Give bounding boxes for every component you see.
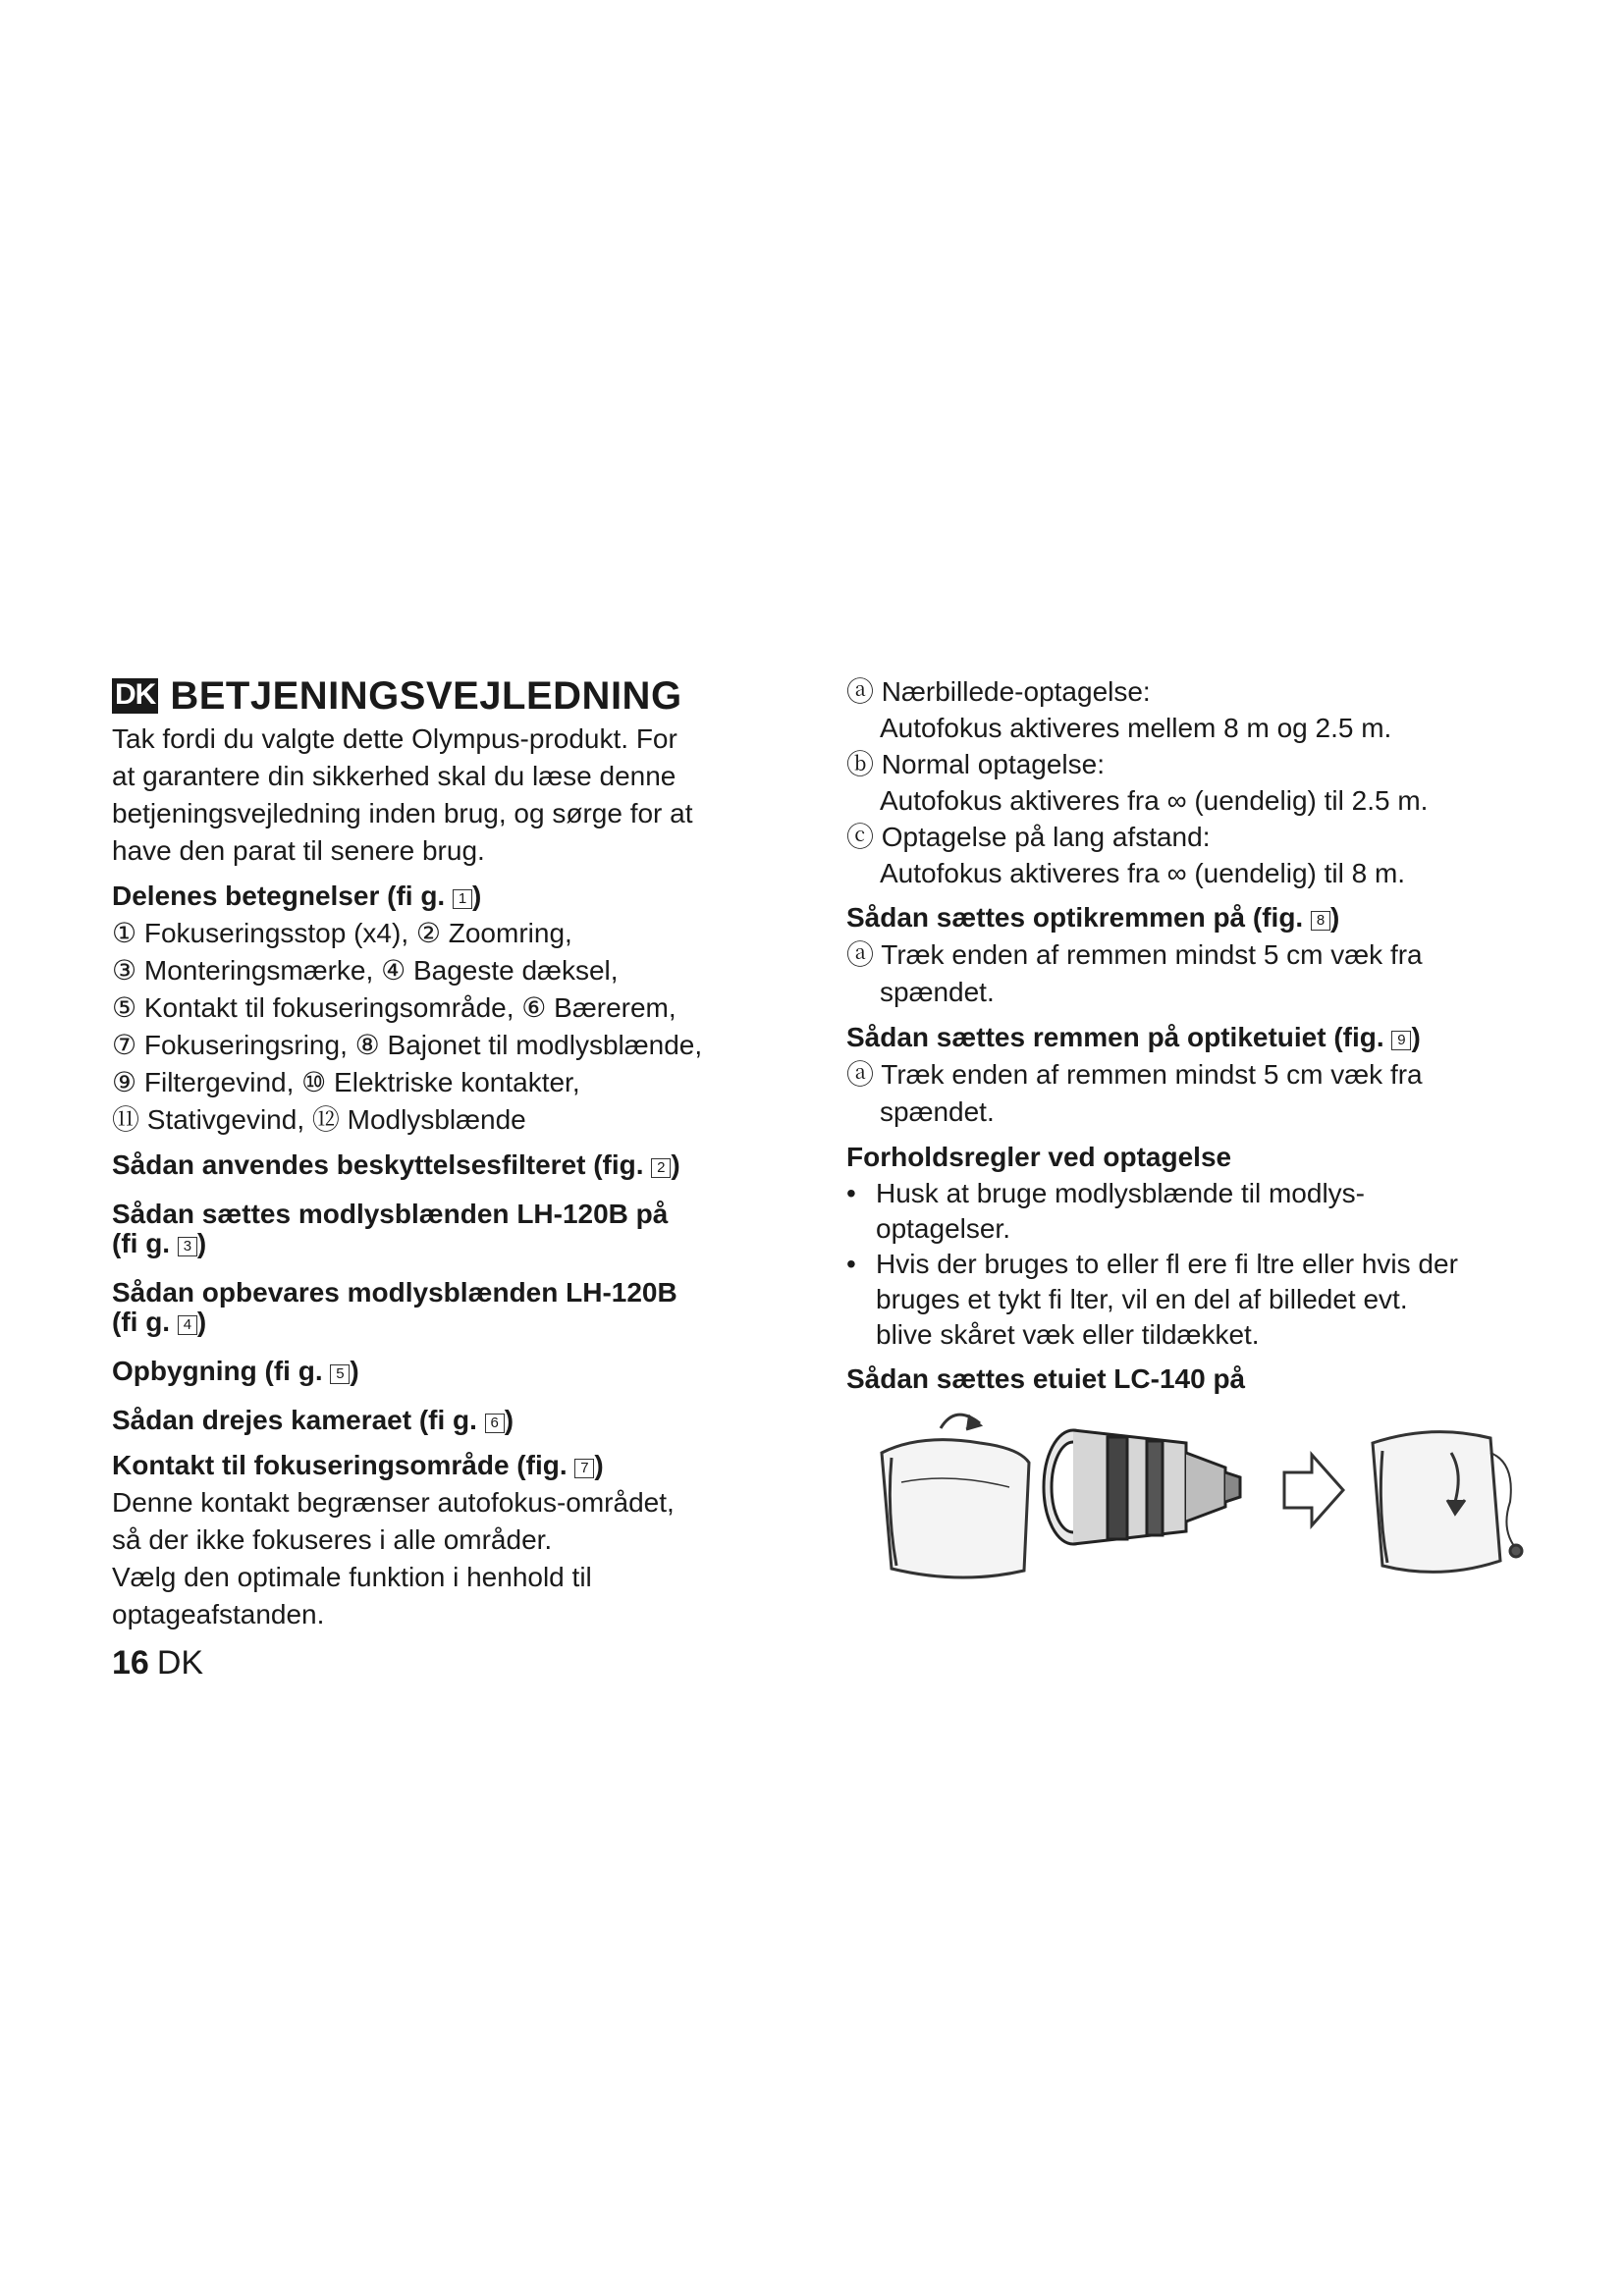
optic-strap-text: ⓐ Træk enden af remmen mindst 5 cm væk fra	[846, 939, 1423, 970]
page-title: BETJENINGSVEJLEDNING	[170, 674, 682, 718]
parts-line: ⑦ Fokuseringsring, ⑧ Bajonet til modlysblænde,	[112, 1030, 703, 1060]
focus-mode-label: ⓐ Nærbillede-optagelse:	[846, 676, 1151, 707]
bullet-icon: •	[846, 1178, 856, 1208]
focus-text-line: Vælg den optimale funktion i henhold til	[112, 1562, 592, 1592]
title-row	[112, 673, 770, 719]
parts-line: ⑨ Filtergevind, ⑩ Elektriske kontakter,	[112, 1067, 580, 1097]
hood-heading: Sådan sættes modlysblænden LH-120B på	[112, 1199, 669, 1229]
case-strap-heading: Sådan sættes remmen på optiketuiet (fig. 9 )	[846, 1022, 1421, 1052]
parts-line: ① Fokuseringsstop (x4), ② Zoomring,	[112, 918, 572, 948]
focus-mode-detail: Autofokus aktiveres mellem 8 m og 2.5 m.	[880, 713, 1392, 743]
focus-mode-detail: Autofokus aktiveres fra ∞ (uendelig) til 2.5 m.	[880, 785, 1429, 816]
closed-case-icon	[1373, 1432, 1522, 1573]
figure-ref-icon: 2	[651, 1158, 671, 1178]
precautions-heading: Forholdsregler ved optagelse	[846, 1142, 1232, 1172]
bullet-line: Husk at bruge modlysblænde til modlys-	[876, 1178, 1365, 1208]
focus-text-line: så der ikke fokuseres i alle områder.	[112, 1524, 553, 1555]
lens-icon	[1044, 1430, 1240, 1544]
figure-ref-icon: 4	[178, 1315, 197, 1335]
case-strap-text: ⓐ Træk enden af remmen mindst 5 cm væk fra	[846, 1059, 1423, 1090]
page-number: 16	[112, 1644, 149, 1682]
language-badge: DK	[112, 678, 158, 714]
figure-ref-icon: 7	[574, 1459, 594, 1478]
intro-line: betjeningsvejledning inden brug, og sørge for at	[112, 798, 693, 828]
parts-heading: Delenes betegnelser (fi g. 1 )	[112, 881, 482, 911]
right-column	[846, 673, 1524, 1398]
lens-case-illustration	[862, 1394, 1530, 1590]
bullet-item	[846, 1247, 1524, 1353]
figure-ref-icon: 6	[485, 1414, 505, 1433]
figure-ref-icon: 8	[1311, 911, 1330, 931]
page-footer	[112, 1643, 203, 1682]
store-heading-cont: (fi g. 4 )	[112, 1307, 207, 1337]
bullet-line: Hvis der bruges to eller fl ere fi ltre eller hvis der	[876, 1249, 1458, 1279]
intro-line: Tak fordi du valgte dette Olympus-produkt. For	[112, 723, 677, 754]
left-column	[112, 673, 770, 1633]
optic-strap-text: spændet.	[880, 977, 995, 1007]
focus-heading: Kontakt til fokuseringsområde (fig. 7 )	[112, 1450, 604, 1480]
figure-ref-icon: 1	[453, 889, 472, 909]
bullet-icon: •	[846, 1249, 856, 1279]
build-heading: Opbygning (fi g. 5 )	[112, 1356, 359, 1386]
rotate-heading: Sådan drejes kameraet (fi g. 6 )	[112, 1405, 514, 1435]
bullet-line: bruges et tykt fi lter, vil en del af billedet evt.	[876, 1284, 1408, 1314]
hood-heading-cont: (fi g. 3 )	[112, 1228, 207, 1258]
store-heading: Sådan opbevares modlysblænden LH-120B	[112, 1277, 677, 1308]
optic-strap-heading: Sådan sættes optikremmen på (fig. 8 )	[846, 902, 1340, 933]
bullet-line: optagelser.	[876, 1213, 1010, 1244]
case-strap-text: spændet.	[880, 1096, 995, 1127]
figure-ref-icon: 3	[178, 1237, 197, 1256]
filter-heading: Sådan anvendes beskyttelsesfilteret (fig. 2 )	[112, 1149, 680, 1180]
parts-line: ⑤ Kontakt til fokuseringsområde, ⑥ Bærerem,	[112, 992, 677, 1023]
focus-mode-label: ⓑ Normal optagelse:	[846, 749, 1106, 779]
arrow-right-icon	[1284, 1455, 1343, 1525]
figure-ref-icon: 9	[1391, 1031, 1411, 1050]
parts-line: ⑪ Stativgevind, ⑫ Modlysblænde	[112, 1104, 526, 1135]
bullet-item	[846, 1176, 1524, 1247]
footer-language: DK	[156, 1644, 204, 1682]
parts-line: ③ Monteringsmærke, ④ Bageste dæksel,	[112, 955, 619, 986]
bullet-line: blive skåret væk eller tildækket.	[876, 1319, 1260, 1350]
figure-ref-icon: 5	[330, 1364, 350, 1384]
focus-text-line: optageafstanden.	[112, 1599, 325, 1629]
intro-line: at garantere din sikkerhed skal du læse denne	[112, 761, 677, 791]
intro-line: have den parat til senere brug.	[112, 835, 485, 866]
focus-text-line: Denne kontakt begrænser autofokus-området,	[112, 1487, 675, 1518]
lc140-heading: Sådan sættes etuiet LC-140 på	[846, 1363, 1246, 1394]
focus-mode-label: ⓒ Optagelse på lang afstand:	[846, 822, 1211, 852]
open-case-icon	[882, 1415, 1029, 1577]
focus-mode-detail: Autofokus aktiveres fra ∞ (uendelig) til 8 m.	[880, 858, 1406, 888]
